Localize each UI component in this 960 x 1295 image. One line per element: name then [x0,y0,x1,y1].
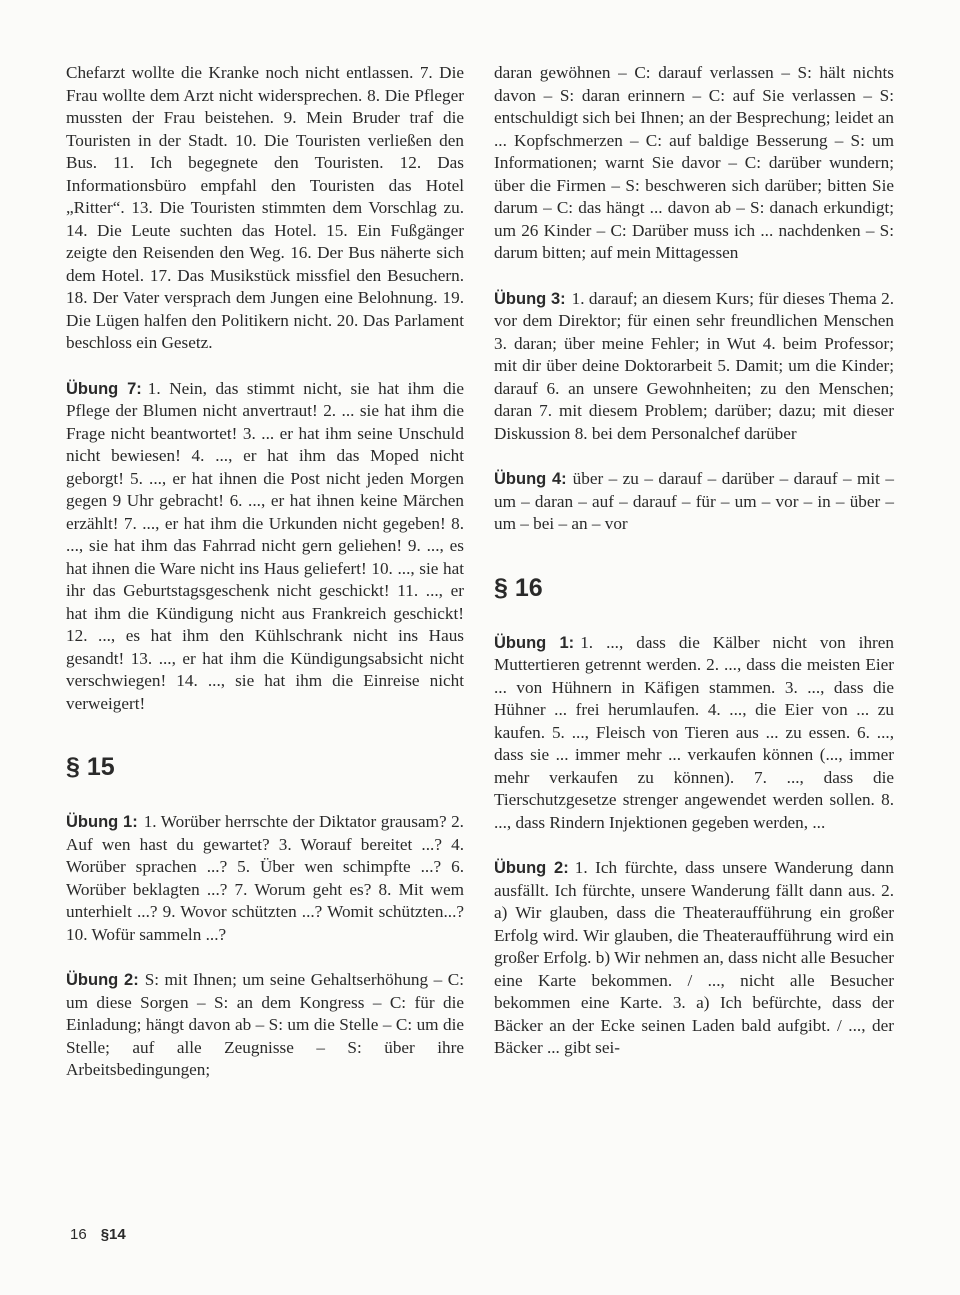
section-heading-16: § 16 [494,573,543,602]
exercise-7 [66,378,464,716]
exercise-label: Übung 2: [494,859,569,877]
exercise-text: 1. ..., dass die Kälber nicht von ihren Muttertieren getrennt werden. 2. ..., dass die meisten Eier ... von Hühnern in Käfigen stammen. 3. ..., dass die Hühner ... frei herumlaufen. 4. ..., die Eier von ... zu kaufen. 5. ..., Fleisch von Tieren aus ... zu essen. 6. ..., dass sie ... immer mehr ... verkaufen können (..., immer mehr verkaufen zu können). 7. ..., dass die Tierschutzgesetze strenger angewendet werden sollen. 8. ..., dass Rindern Injektionen gegeben werden, ... [494,632,894,832]
exercise-label: Übung 1: [494,633,575,652]
exercise-3 [494,288,894,446]
exercise-text: 1. Ich fürchte, dass unsere Wanderung dann ausfällt. Ich fürchte, unsere Wanderung fällt dann aus. 2. a) Wir glauben, dass die Theateraufführung ein großer Erfolg wird. Wir glauben, die Theateraufführung wird ein großer Erfolg. b) Wir nehmen an, dass nicht alle Besucher eine Karte bekommen. / ..., nicht alle Besucher bekommen eine Karte. 3. a) Ich befürchte, dass der Bäcker an der Ecke seinen Laden bald aufgibt. / ..., der Bäcker ... gibt sei- [494,858,894,1057]
page-footer [70,1226,126,1243]
continuation-text: daran gewöhnen – C: darauf verlassen – S: hält nichts davon – S: daran erinnern – C: auf Sie verlassen – S: entschuldigt sich bei Ihnen; an der Besprechung; leidet an ... Kopfschmerzen – C: auf baldige Besserung – S: um Informationen; warnt Sie davor – C: darüber wundern; über die Firmen – S: beschweren sich darüber; bitten Sie darum – C: das hängt ... davon ab – S: danach erkundigt; um 26 Kinder – C: Darüber muss ich ... nachdenken – S: darum bitten; auf mein Mittagessen [494,63,894,262]
exercise-label: Übung 3: [494,289,566,308]
s15-exercise-2 [66,969,464,1082]
exercise-text: 1. Worüber herrschte der Diktator grausam? 2. Auf wen hast du gewartet? 3. Worauf bereitet ...? 4. Worüber sprachen ...? 5. Über wen schimpfte ...? 6. Worüber beklagten ...? 7. Worum geht es? 8. Mit wem unterhielt ...? 9. Wovor schützten ...? Womit schützten...? 10. Wofür sammeln ...? [66,812,464,944]
exercise-label: Übung 2: [66,971,139,989]
exercise-label: Übung 4: [494,470,567,488]
continuation-text: Chefarzt wollte die Kranke noch nicht entlassen. 7. Die Frau wollte dem Arzt nicht widersprechen. 8. Die Pfleger mussten der Frau beistehen. 9. Mein Bruder traf die Touristen in der Stadt. 10. Die Touristen verließen den Bus. 11. Ich begegnete den Touristen. 12. Das Informationsbüro empfahl den Touristen das Hotel „Ritter“. 13. Die Touristen stimmten dem Vorschlag zu. 14. Die Leute suchten das Hotel. 15. Ein Fußgänger zeigte den Reisenden den Weg. 16. Der Bus näherte sich dem Hotel. 17. Das Musikstück missfiel den Besuchern. 18. Der Vater versprach dem Jungen eine Belohnung. 19. Die Lügen halfen den Politikern nicht. 20. Das Parlament beschloss ein Gesetz. [66,63,464,352]
s15-exercise-1 [66,811,464,946]
page-number: 16 [70,1226,87,1243]
exercise-text: S: mit Ihnen; um seine Gehaltserhöhung – C: um diese Sorgen – S: an dem Kongress – C: für die Einladung; hängt davon ab – S: um die Stelle – C: um die Stelle; auf alle Zeugnisse – S: über ihre Arbeitsbedingungen; [66,970,464,1079]
exercise-text: über – zu – darauf – darüber – darauf – mit – um – daran – auf – darauf – für – um – vor – in – über – um – bei – an – vor [494,469,894,533]
section-heading-15: § 15 [66,753,115,781]
s16-exercise-1 [494,632,894,835]
right-column [494,62,894,1060]
exercise-4 [494,468,894,536]
left-column [66,62,464,1082]
exercise-label: Übung 7: [66,379,142,398]
exercise-text: 1. Nein, das stimmt nicht, sie hat ihm die Pflege der Blumen nicht anvertraut! 2. ... sie hat ihm die Frage nicht beantwortet! 3. ... er hat ihm seine Unschuld nicht bewiesen! 4. ..., er hat ihm das Moped nicht geborgt! 5. ..., er hat ihnen die Post nicht jeden Morgen gegen 9 Uhr gebracht! 6. ..., er hat ihnen keine Märchen erzählt! 7. ..., er hat ihm die Urkunden nicht gegeben! 8. ..., sie hat ihm das Fahrrad nicht gern geliehen! 9. ..., es hat ihnen die Ware nicht ins Haus geliefert! 10. ..., sie hat ihr das Geburtstagsgeschenk nicht geschickt! 11. ..., er hat ihm die Kündigung nicht aus Frankreich geschickt! 12. ..., es hat ihm den Kühlschrank nicht ins Haus gesandt! 13. ..., er hat ihm die Kündigungsabsicht nicht verschwiegen! 14. ..., sie hat ihm die Einreise nicht verweigert! [66,378,464,713]
exercise-label: Übung 1: [66,813,138,831]
footer-section: §14 [100,1226,126,1243]
s16-exercise-2 [494,857,894,1060]
exercise-text: 1. darauf; an diesem Kurs; für dieses Thema 2. vor dem Direktor; für einen sehr freundlichen Menschen 3. daran; über meine Fehler; in Wut 4. beim Professor; mit dir über deine Doktorarbeit 5. Damit; um die Kinder; darauf 6. an unsere Gewohnheiten; zu den Menschen; daran 7. mit diesem Problem; darüber; dazu; mit dieser Diskussion 8. bei dem Personalchef darüber [494,288,894,443]
